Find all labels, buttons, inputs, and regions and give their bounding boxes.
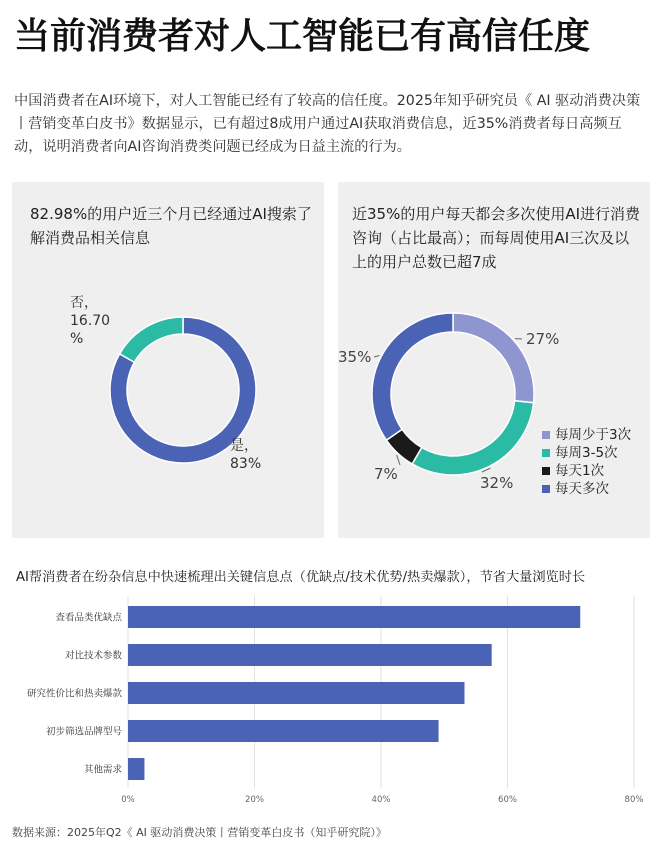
panel-usage-frequency — [338, 182, 650, 538]
donut2-slice-1 — [412, 401, 533, 475]
bar-2 — [128, 682, 464, 704]
donut2-label-0: 27% — [526, 330, 560, 348]
bar-3 — [128, 720, 439, 742]
donut1-slice-1 — [120, 317, 183, 362]
page-title: 当前消费者对人工智能已有高信任度 — [14, 16, 591, 57]
donut2-slice-0 — [453, 313, 534, 403]
bar-category-label: 初步筛选品牌型号 — [45, 726, 122, 738]
legend-label-3: 每天多次 — [555, 481, 609, 497]
legend-label-2: 每天1次 — [555, 463, 605, 479]
bar-category-label: 其他需求 — [83, 764, 122, 776]
legend-label-1: 每周3-5次 — [555, 445, 618, 461]
donut2-leader-2 — [397, 455, 400, 465]
panel-left-text: 82.98%的用户近三个月已经通过AI搜索了解消费品相关信息 — [30, 205, 312, 247]
bar-chart-title: AI帮消费者在纷杂信息中快速梳理出关键信息点（优缺点/技术优势/热卖爆款），节省大量浏览时长 — [16, 570, 586, 585]
bar-chart-key-info — [0, 592, 662, 822]
donut2-label-1: 32% — [480, 474, 514, 492]
donut1-label-1: 否， 16.70 % — [70, 295, 111, 347]
donut2-slice-3 — [372, 313, 453, 440]
bar-category-label: 研究性价比和热卖爆款 — [26, 688, 122, 700]
bar-xtick-label: 80% — [624, 795, 644, 805]
legend-swatch-2 — [542, 467, 550, 475]
panel-right-text: 近35%的用户每天都会多次使用AI进行消费咨询（占比最高）；而每周使用AI三次及以上的用户总数已超7成 — [352, 205, 641, 271]
bar-xtick-label: 40% — [371, 795, 391, 805]
data-source: 数据来源：2025年Q2《 AI 驱动消费决策丨营销变革白皮书（知乎研究院）》 — [12, 826, 387, 839]
donut2-leader-3 — [374, 356, 379, 357]
bar-xtick-label: 20% — [245, 795, 264, 805]
bar-xtick-label: 60% — [498, 795, 517, 805]
donut2-label-3: 35% — [338, 348, 372, 366]
donut-chart-frequency — [338, 182, 650, 538]
legend-label-0: 每周少于3次 — [555, 427, 632, 443]
donut1-label-0: 是， 83% — [230, 438, 262, 472]
legend-swatch-3 — [542, 485, 550, 493]
donut-chart-search — [12, 182, 324, 538]
legend-swatch-0 — [542, 431, 550, 439]
bar-0 — [128, 606, 580, 628]
bar-xtick-label: 0% — [121, 795, 135, 805]
bar-category-label: 查看品类优缺点 — [55, 612, 122, 624]
donut2-label-2: 7% — [374, 465, 398, 483]
intro-paragraph: 中国消费者在AI环境下，对人工智能已经有了较高的信任度。2025年知乎研究员《 AI 驱动消费决策丨营销变革白皮书》数据显示，已有超过8成用户通过AI获取消费信息，近35%消费者每日高频互动，说明消费者向AI咨询消费类问题已经成为日益主流的行为。 — [14, 93, 641, 155]
legend-swatch-1 — [542, 449, 550, 457]
bar-4 — [128, 758, 144, 780]
bar-category-label: 对比技术参数 — [64, 650, 122, 662]
panel-search-usage — [12, 182, 324, 538]
bar-1 — [128, 644, 492, 666]
